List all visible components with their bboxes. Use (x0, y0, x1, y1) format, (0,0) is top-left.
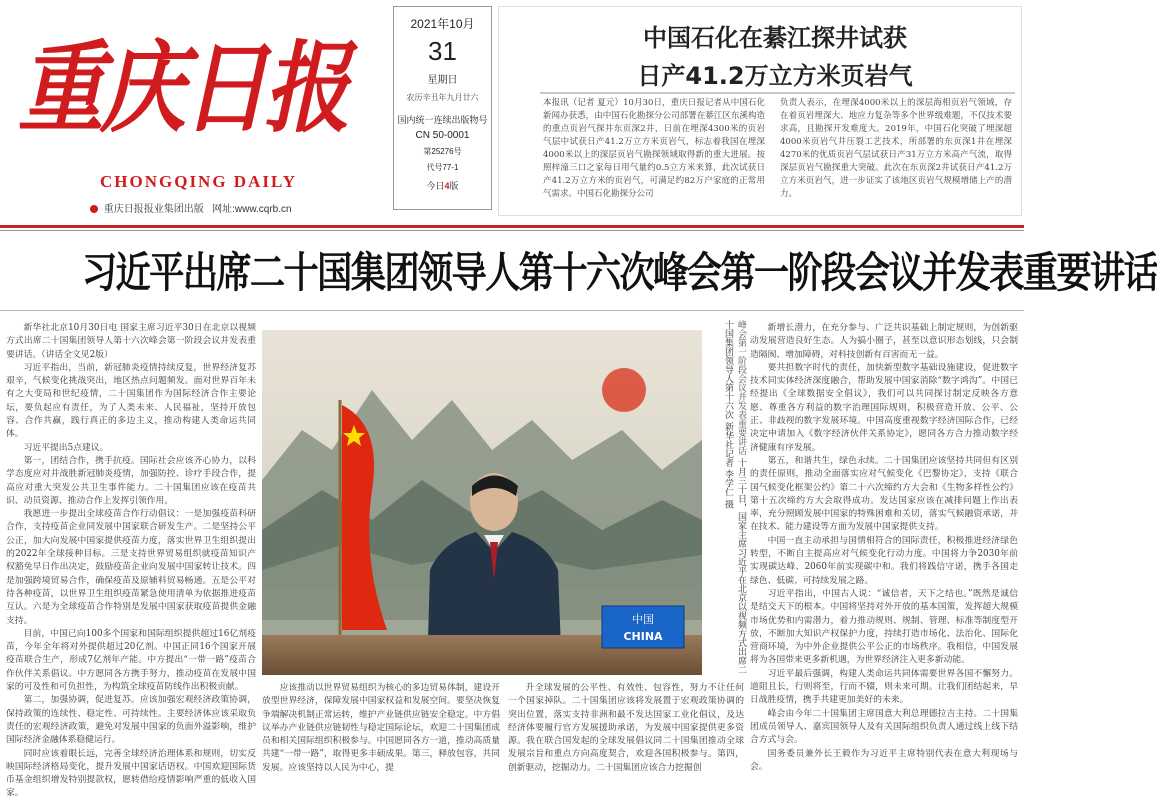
divider (540, 92, 1015, 94)
issue-number: 第25276号 (423, 147, 462, 156)
article-column-right (750, 322, 1018, 778)
paragraph: 习近平提出5点建议。 (23, 442, 109, 453)
paragraph: 峰会由今年二十国集团主席国意大利总理德拉吉主持。二十国集团成员领导人、嘉宾国领导人及有关国际组织负责人通过线上线下结合方式与会。 (750, 708, 1018, 746)
date-weekday: 星期日 (427, 75, 458, 86)
photo-caption-text: 十月三十日，国家主席习近平在北京以视频方式出席二十国集团领导人第十六次 (723, 320, 746, 674)
publisher-logo-icon (90, 205, 98, 213)
masthead (0, 0, 385, 225)
paragraph: 我愿进一步提出全球疫苗合作行动倡议：一是加强疫苗科研合作，支持疫苗企业同发展中国家联合研发生产。二是坚持公平公正，加大向发展中国家提供疫苗力度，落实世界卫生组织提出的2022年全球接种目标。三是支持世界贸易组织就疫苗知识产权豁免早日作出决定，鼓励疫苗企业向发展中国家转让技术。四是加强跨境贸易合作，确保疫苗及原辅料贸易畅通。五是公平对待各种疫苗，以世界卫生组织疫苗紧急使用清单为依据推进疫苗互认。六是为全球疫苗合作特别是发展中国家获取疫苗提供金融支持。 (6, 509, 256, 626)
newspaper-logo: 重庆日报 (18, 30, 346, 147)
article-column-mid-2 (508, 682, 744, 778)
photo-credit: 新华社记者 李学仁 摄 (723, 421, 733, 509)
top-story-column-1: 本报讯（记者 夏元）10月30日，重庆日报记者从中国石化新闻办获悉，由中国石化勘探分公司部署在綦江区东溪构造的重点页岩气探井东页深2井，日前在埋深4300米的页岩气层中试获日产41.2万立方米页岩气，标志着我国在埋深4000米以上的深层页岩气勘探领域取得新的重大进展。按照梓潼三口之家每日用气量约0.5立方米来算，此次试获日产41.2万立方米的页岩气，可满足约82万户家庭的正常用气需求。中国石化勘探分公司 (543, 98, 765, 199)
main-headline[interactable]: 习近平出席二十国集团领导人第十六次峰会第一阶段会议并发表重要讲话 (81, 248, 1157, 297)
cn-label: 国内统一连续出版物号 (397, 115, 488, 125)
paragraph: 习近平指出，中国古人说：“诚信者，天下之结也。”既然是诚信是结交天下的根本。中国将坚持对外开放的基本国策，发挥超大规模市场优势和内需潜力，着力推动规则、规制、管理、标准等制度型开放，不断加大知识产权保护力度，持续打造市场化、法治化、国际化营商环境，为中外企业提供公平公正的市场秩序。我相信，中国发展将为各国带来更多新机遇，为世界经济注入更多新动能。 (750, 588, 1018, 666)
paragraph: 目前，中国已向100多个国家和国际组织提供超过16亿剂疫苗，今年全年将对外提供超过20亿剂。中国正同16个国家开展疫苗联合生产，形成7亿剂年产能。中方提出“一带一路”疫苗合作伙伴关系倡议。中方愿同各方携手努力，推动疫苗在发展中国家的可及性和可负担性，为构筑全球疫苗防线作出积极贡献。 (6, 628, 256, 693)
paragraph: 第一，团结合作，携手抗疫。国际社会应该齐心协力，以科学态度应对并战胜新冠肺炎疫情，加强防控、诊疗手段合作，提高应对重大突发公共卫生事件能力。二十国集团应该在疫苗共识、动员资源、推动合作上发挥引领作用。 (6, 455, 256, 506)
nameplate-cn: 中国 (632, 613, 654, 626)
news-photo (262, 330, 702, 675)
date-lunar: 农历辛丑年九月廿六 (406, 93, 479, 102)
postal-code: 代号77-1 (426, 163, 459, 172)
website[interactable]: 网址:www.cqrb.cn (212, 204, 292, 215)
paragraph: 同时应该着眼长远，完善全球经济治理体系和规则，切实反映国际经济格局变化，提升发展中国家话语权。中国欢迎国际货币基金组织增发特别提款权，愿转借给疫情影响严重的低收入国家。 (6, 748, 256, 799)
paragraph: 新增长潜力，在充分参与、广泛共识基础上制定规则，为创新驱动发展营造良好生态。人为搞小圈子，甚至以意识形态划线，只会制造隔阂、增加障碍，对科技创新有百害而无一益。 (750, 323, 1018, 360)
page-count-suffix: 版 (449, 181, 459, 191)
masthead-divider (0, 225, 1024, 228)
paragraph: 习近平最后强调，构建人类命运共同体需要世界各国不懈努力。道阻且长，行则将至，行而不辍，则未来可期。让我们团结起来，早日战胜疫情，携手共建更加美好的未来。 (750, 668, 1018, 706)
cn-code: CN 50-0001 (415, 130, 470, 141)
paragraph: 要共担数字时代的责任，加快新型数字基础设施建设，促进数字技术同实体经济深度融合，帮助发展中国家消除“数字鸿沟”。中国已经提出《全球数据安全倡议》，我们可以共同探讨制定反映各方意愿、尊重各方利益的数字治理国际规则，积极营造开放、公平、公正、非歧视的数字发展环境。中国高度重视数字经济国际合作，已经决定申请加入《数字经济伙伴关系协定》，愿同各方合力推动数字经济健康有序发展。 (750, 362, 1018, 453)
paragraph: 第二，加强协调，促进复苏。应该加强宏观经济政策协调，保持政策的连续性、稳定性、可持续性。主要经济体应该采取负责任的宏观经济政策，避免对发展中国家的负面外溢影响，维护国际经济金融体系稳健运行。 (6, 695, 256, 746)
paragraph: 升全球发展的公平性、有效性、包容性，努力不让任何一个国家掉队。二十国集团应该将发展置于宏观政策协调的突出位置，落实支持非洲和最不发达国家工业化倡议，及达经济体要履行官方发展援助承诺，为发展中国家提供更多资源。我在联合国发起的全球发展倡议同二十国集团推动全球发展宗旨和重点方向高度契合，欢迎各国积极参与。第四，创新驱动，挖掘动力。二十国集团应该合力挖掘创 (508, 683, 744, 773)
divider (0, 230, 1024, 231)
paragraph: 国务委员兼外长王毅作为习近平主席特别代表在意大利现场与会。 (750, 748, 1018, 772)
date-year-month: 2021年10月 (410, 17, 475, 31)
date-day: 31 (428, 36, 457, 66)
sun-shape (602, 368, 646, 412)
photo-illustration (262, 330, 702, 675)
page-count (394, 179, 491, 192)
top-story-headline-line2[interactable]: 日产41.2万立方米页岩气 (637, 62, 913, 90)
paragraph: 第五，和谐共生，绿色永续。二十国集团应该坚持共同但有区别的责任原则，推动全面落实应对气候变化《巴黎协定》，支持《联合国气候变化框架公约》第二十六次缔约方大会和《生物多样性公约》第十五次缔约方大会取得成功。发达国家应该在减排问题上作出表率，充分照顾发展中国家的特殊困难和关切，落实气候融资承诺，并在技术、能力建设等方面为发展中国家提供支持。 (750, 455, 1018, 533)
article-column-mid-1 (262, 682, 500, 778)
paragraph: 中国一直主动承担与国情相符合的国际责任，积极推进经济绿色转型，不断自主提高应对气候变化行动力度。中国将力争2030年前实现碳达峰、2060年前实现碳中和。我们将践信守诺，携手各国走绿色、低碳、可持续发展之路。 (750, 535, 1018, 586)
page-count-prefix: 今日 (426, 181, 445, 191)
newspaper-logo-english: CHONGQING DAILY (100, 172, 298, 191)
top-story-column-2: 负责人表示，在埋深4000米以上的深层海相页岩气领域，存在着页岩埋深大、地应力复杂等多个世界级难题，不仅技术要求高，且勘探开发难度大。2019年，中国石化突破了埋深超4000米页岩气井压裂工艺技术，所部署的东页深1井在埋深4270米的优质页岩气层试获日产31万立方米高产气流，取得深层页岩气勘探重大突破。此次在东页深2井试获日产41.2万立方米页岩气，进一步证实了该地区页岩气规模增储上产的潜力。 (780, 98, 1012, 199)
publisher-line (90, 200, 292, 215)
top-story-headline-line1[interactable]: 中国石化在綦江探井试获 (643, 24, 907, 52)
divider (0, 310, 1024, 311)
date-box (393, 6, 492, 210)
photo-caption-title: 峰会第一阶段会议并发表重要讲话 (736, 320, 746, 455)
article-column-left (6, 322, 256, 799)
page-count-number: 4 (444, 181, 450, 191)
paragraph: 新华社北京10月30日电 国家主席习近平30日在北京以视频方式出席二十国集团领导人第十六次峰会第一阶段会议并发表重要讲话。（讲话全文见2版） (6, 323, 256, 360)
photo-caption (705, 320, 747, 680)
paragraph: 应该推动以世界贸易组织为核心的多边贸易体制，建设开放型世界经济，保障发展中国家权益和发展空间。要坚决恢复争端解决机制正常运转，维护产业链供应链安全稳定。中方倡议举办产业链供应链韧性与稳定国际论坛，欢迎二十国集团成员和相关国际组织积极参与。中国愿同各方一道，推动高质量共建“一带一路”，取得更多丰硕成果。第三，释放包容，共同发展。应该坚持以人民为中心，提 (262, 683, 500, 773)
paragraph: 习近平指出，当前，新冠肺炎疫情持续反复，世界经济复苏艰辛，气候变化挑战突出，地区热点问题频发。面对世界百年未有之大变局和世纪疫情，二十国集团作为国际经济合作主要论坛，要负起应有责任，为了人类未来、人民福祉，坚持开放包容、合作共赢，践行真正的多边主义，推动构建人类命运共同体。 (6, 362, 256, 440)
nameplate-en: CHINA (623, 630, 663, 643)
publisher-name: 重庆日报报业集团出版 (103, 204, 204, 215)
